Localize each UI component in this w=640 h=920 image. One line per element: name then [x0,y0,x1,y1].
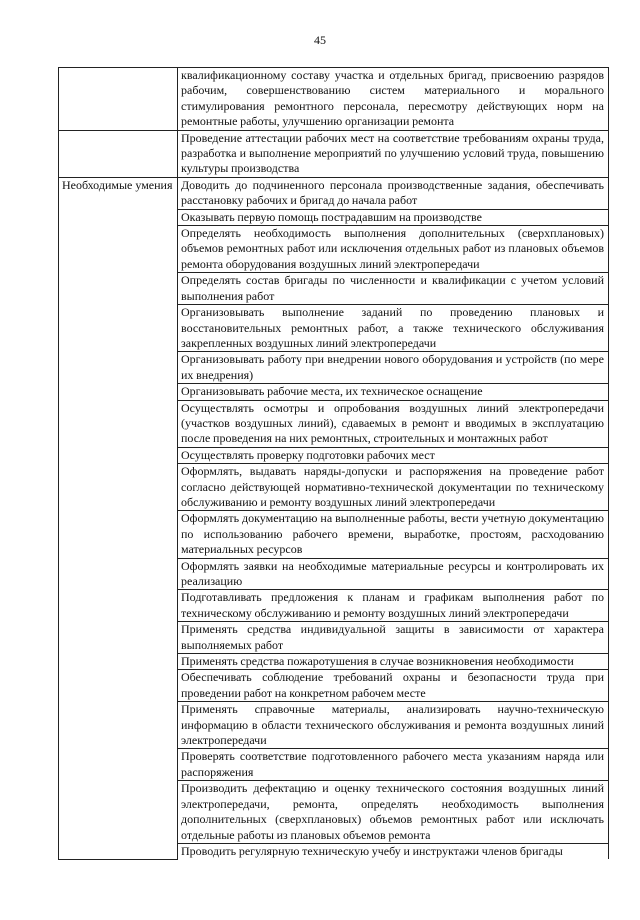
table-cell-description: квалификационному составу участка и отдельных бригад, присвоению разрядов рабочим, совершенствованию систем материального и морального стимулирования ремонтного персонала, пересмотру действующих норм на ремонтные работы, улучшению организации ремонта [178,68,609,131]
table-cell-skill: Определять состав бригады по численности и квалификации с учетом условий выполнения работ [178,273,609,305]
table-cell-skill: Организовывать рабочие места, их техническое оснащение [178,384,609,400]
table-cell-skill: Применять справочные материалы, анализировать научно-техническую информацию в области технического обслуживания и ремонта воздушных линий электропередачи [178,702,609,749]
table-cell-skill: Обеспечивать соблюдение требований охраны и безопасности труда при проведении работ на конкретном рабочем месте [178,670,609,702]
table-cell-skill: Организовывать работу при внедрении нового оборудования и устройств (по мере их внедрения) [178,352,609,384]
page-number: 45 [314,33,326,47]
table-cell-skill: Проверять соответствие подготовленного рабочего места указаниям наряда или распоряжения [178,749,609,781]
table-cell-skill: Осуществлять осмотры и опробования воздушных линий электропередачи (участков воздушных линий), сдаваемых в ремонт и вводимых в эксплуатацию после проведения на них ремонтных, строительных и монтажных работ [178,400,609,447]
table-row [59,68,609,131]
table-cell-skill: Оформлять, выдавать наряды-допуски и распоряжения на проведение работ согласно действующей нормативно-технической документации по техническому обслуживанию и ремонту воздушных линий электропередачи [178,464,609,511]
label-cell-empty [59,130,178,177]
label-cell-empty [59,68,178,131]
section-label-skills: Необходимые умения [59,177,178,859]
table-cell-skill: Оформлять документацию на выполненные работы, вести учетную документацию по использованию рабочего времени, выработке, простоям, расходованию материальных ресурсов [178,511,609,558]
table-cell-skill: Оказывать первую помощь пострадавшим на производстве [178,209,609,225]
table-cell-skill: Доводить до подчиненного персонала производственные задания, обеспечивать расстановку рабочих и бригад до начала работ [178,177,609,209]
table-cell-skill: Осуществлять проверку подготовки рабочих мест [178,447,609,463]
table-row [59,130,609,177]
table-cell-skill: Применять средства индивидуальной защиты в зависимости от характера выполняемых работ [178,622,609,654]
table-cell-skill: Проводить регулярную техническую учебу и инструктажи членов бригады [178,843,609,859]
table-cell-skill: Подготавливать предложения к планам и графикам выполнения работ по техническому обслуживанию и ремонту воздушных линий электропередачи [178,590,609,622]
table-cell-skill: Оформлять заявки на необходимые материальные ресурсы и контролировать их реализацию [178,558,609,590]
table-cell-skill: Применять средства пожаротушения в случае возникновения необходимости [178,654,609,670]
table-row [59,177,609,209]
qualification-table [58,67,609,860]
table-cell-description: Проведение аттестации рабочих мест на соответствие требованиям охраны труда, разработка и выполнение мероприятий по улучшению условий труда, повышению культуры производства [178,130,609,177]
table-cell-skill: Организовывать выполнение заданий по проведению плановых и восстановительных ремонтных работ, а также технического обслуживания закрепленных воздушных линий электропередачи [178,305,609,352]
table-cell-skill: Определять необходимость выполнения дополнительных (сверхплановых) объемов ремонтных работ или исключения отдельных работ из плановых объемов ремонта оборудования воздушных линий электропередачи [178,226,609,273]
table-cell-skill: Производить дефектацию и оценку технического состояния воздушных линий электропередачи, ремонта, определять необходимость выполнения дополнительных (сверхплановых) объемов ремонтных работ или исключать отдельные работы из плановых объемов ремонта [178,781,609,844]
